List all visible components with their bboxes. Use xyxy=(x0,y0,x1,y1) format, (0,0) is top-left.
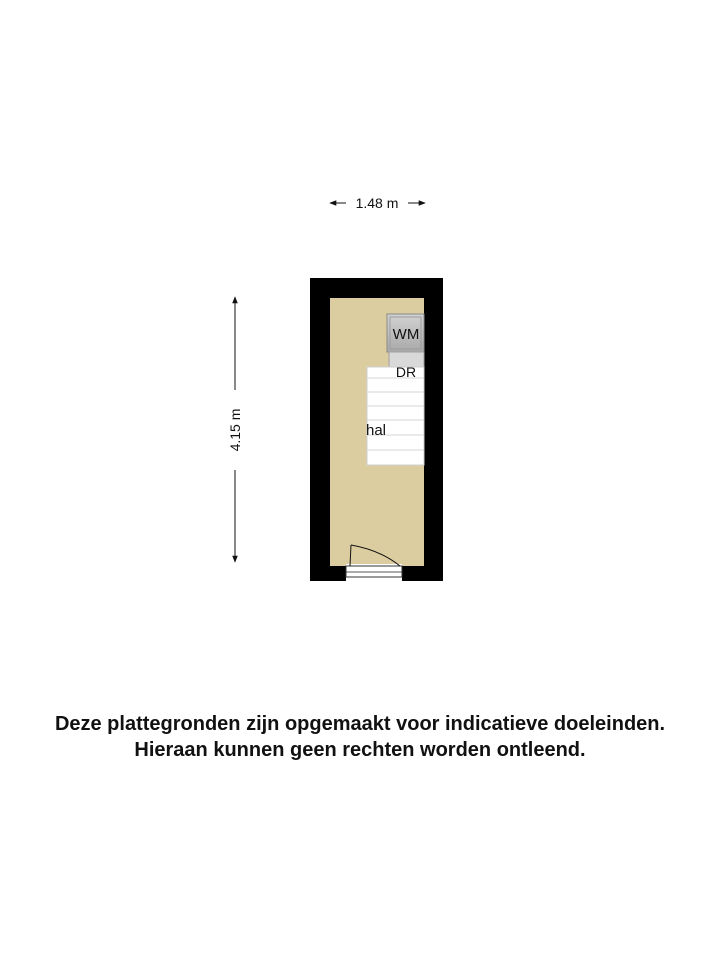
hall-label: hal xyxy=(366,422,387,439)
washing-machine-label: WM xyxy=(392,326,420,343)
height-dimension-label: 4.15 m xyxy=(227,408,243,452)
disclaimer-line-2: Hieraan kunnen geen rechten worden ontleend. xyxy=(134,739,586,761)
width-dimension xyxy=(330,195,425,211)
stairs xyxy=(367,367,424,465)
washing-machine xyxy=(387,314,424,352)
dryer-label: DR xyxy=(395,364,417,380)
disclaimer-line-1: Deze plattegronden zijn opgemaakt voor indicatieve doeleinden. xyxy=(54,713,666,735)
height-dimension xyxy=(227,297,243,562)
width-dimension-label: 1.48 m xyxy=(355,195,399,211)
